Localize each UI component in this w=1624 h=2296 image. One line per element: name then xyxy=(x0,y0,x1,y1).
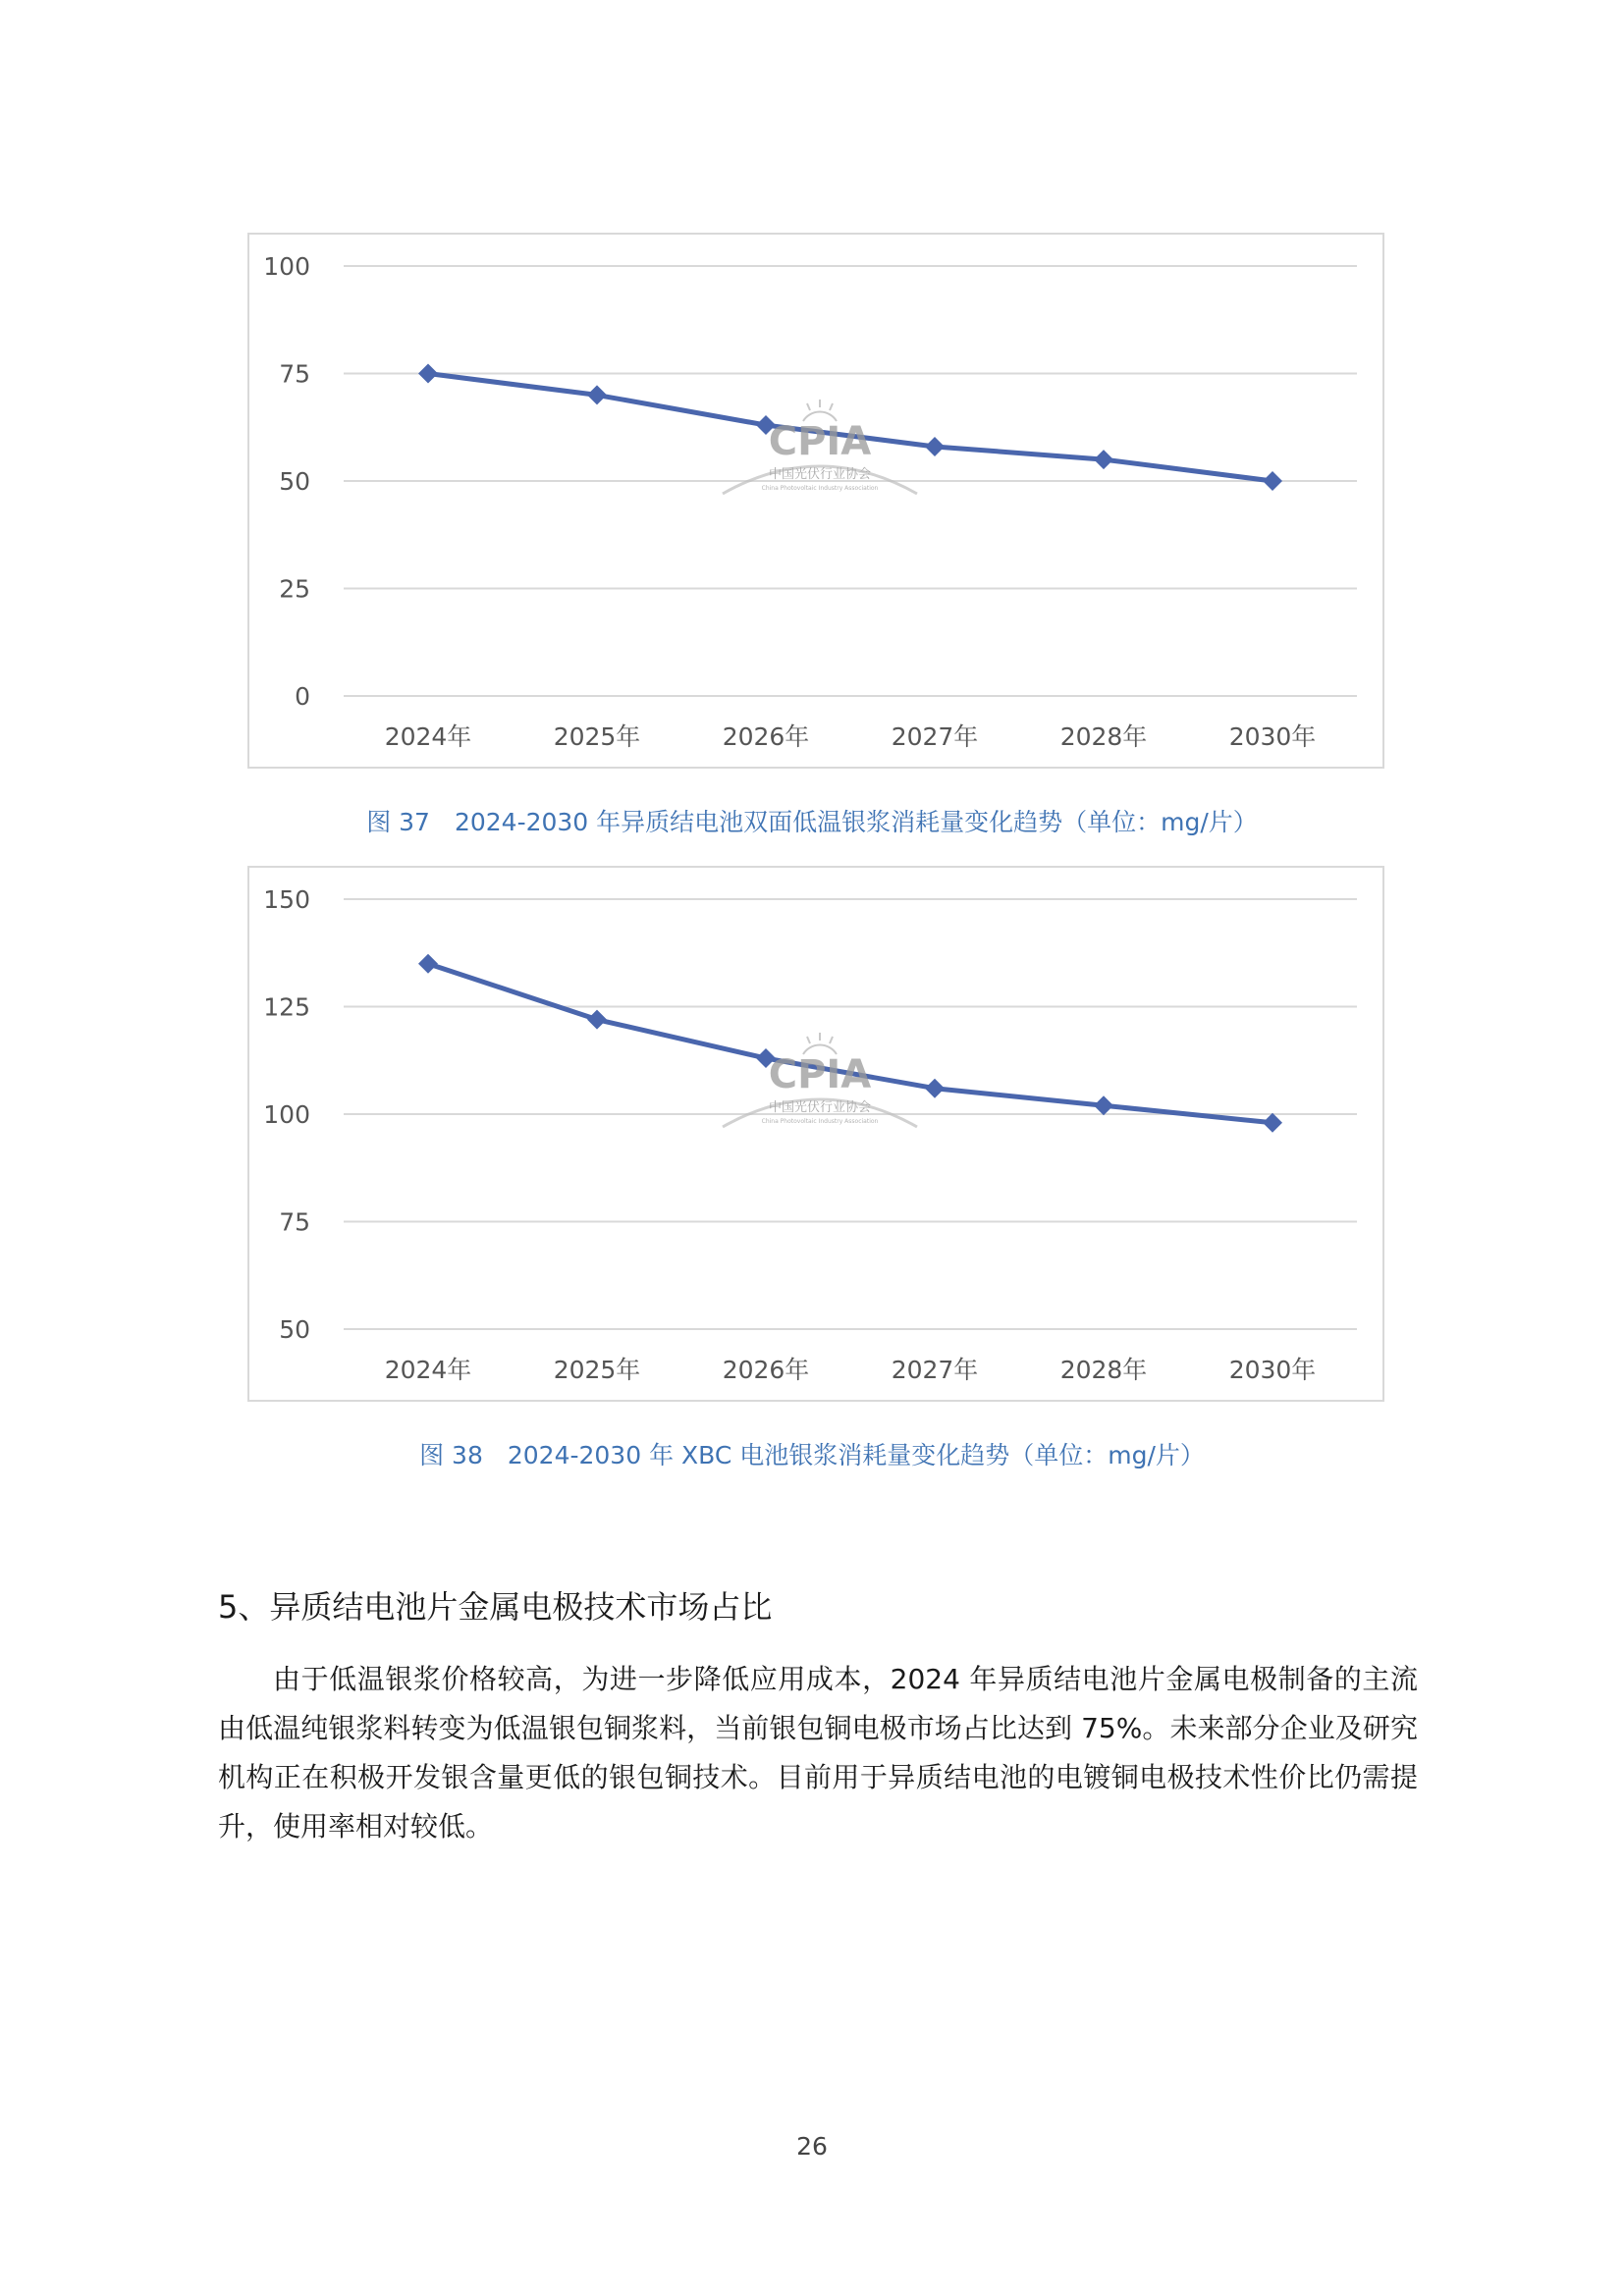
x-tick-label: 2027年 xyxy=(891,722,979,751)
y-tick-label: 50 xyxy=(279,467,310,496)
y-tick-label: 100 xyxy=(263,252,310,281)
x-tick-label: 2024年 xyxy=(384,722,472,751)
data-point-marker xyxy=(587,385,607,404)
watermark-text: CPIA xyxy=(768,419,872,464)
figure-37-caption: 图 37 2024-2030 年异质结电池双面低温银浆消耗量变化趋势（单位：mg/片） xyxy=(366,808,1258,836)
x-tick-label: 2030年 xyxy=(1228,722,1317,751)
y-tick-label: 100 xyxy=(263,1100,310,1129)
figure-38-caption: 图 38 2024-2030 年 XBC 电池银浆消耗量变化趋势（单位：mg/片） xyxy=(419,1441,1205,1469)
y-tick-label: 0 xyxy=(295,682,310,711)
y-tick-label: 25 xyxy=(279,574,310,604)
chart-38 xyxy=(247,866,1384,1402)
data-point-marker xyxy=(418,364,438,384)
x-tick-label: 2026年 xyxy=(722,1356,810,1384)
y-tick-label: 125 xyxy=(263,992,310,1022)
data-point-marker xyxy=(1263,471,1282,491)
section-paragraph: 由于低温银浆价格较高，为进一步降低应用成本，2024 年异质结电池片金属电极制备的主流由低温纯银浆料转变为低温银包铜浆料，当前银包铜电极市场占比达到 75%。未来部分企业及研究机构正在积极开发银含量更低的银包铜技术。目前用于异质结电池的电镀铜电极技术性价比仍需提升，使用率相对较低。 xyxy=(218,1663,1418,1842)
cpia-watermark-logo xyxy=(717,1033,923,1141)
data-point-marker xyxy=(1094,1095,1113,1115)
data-point-marker xyxy=(418,954,438,974)
y-tick-label: 150 xyxy=(263,885,310,914)
section-title: 5、异质结电池片金属电极技术市场占比 xyxy=(218,1588,773,1626)
watermark-text: CPIA xyxy=(768,1052,872,1097)
x-tick-label: 2028年 xyxy=(1059,722,1148,751)
page-number: 26 xyxy=(796,2132,828,2161)
watermark-subtitle-en: China Photovoltaic Industry Association xyxy=(761,1118,879,1125)
chart-37 xyxy=(247,233,1384,769)
data-point-marker xyxy=(925,1079,945,1098)
y-tick-label: 75 xyxy=(279,1207,310,1237)
x-tick-label: 2025年 xyxy=(553,722,641,751)
watermark-subtitle-en: China Photovoltaic Industry Association xyxy=(761,485,879,492)
watermark-subtitle-cn: 中国光伏行业协会 xyxy=(768,467,872,482)
data-point-marker xyxy=(1263,1113,1282,1133)
y-tick-label: 75 xyxy=(279,359,310,389)
x-tick-label: 2028年 xyxy=(1059,1356,1148,1384)
data-point-marker xyxy=(1094,450,1113,469)
x-tick-label: 2024年 xyxy=(384,1356,472,1384)
x-tick-label: 2025年 xyxy=(553,1356,641,1384)
cpia-watermark-logo xyxy=(717,400,923,507)
data-point-marker xyxy=(925,437,945,456)
x-tick-label: 2027年 xyxy=(891,1356,979,1384)
x-tick-label: 2026年 xyxy=(722,722,810,751)
x-tick-label: 2030年 xyxy=(1228,1356,1317,1384)
data-point-marker xyxy=(587,1010,607,1030)
watermark-subtitle-cn: 中国光伏行业协会 xyxy=(768,1100,872,1115)
y-tick-label: 50 xyxy=(279,1315,310,1344)
